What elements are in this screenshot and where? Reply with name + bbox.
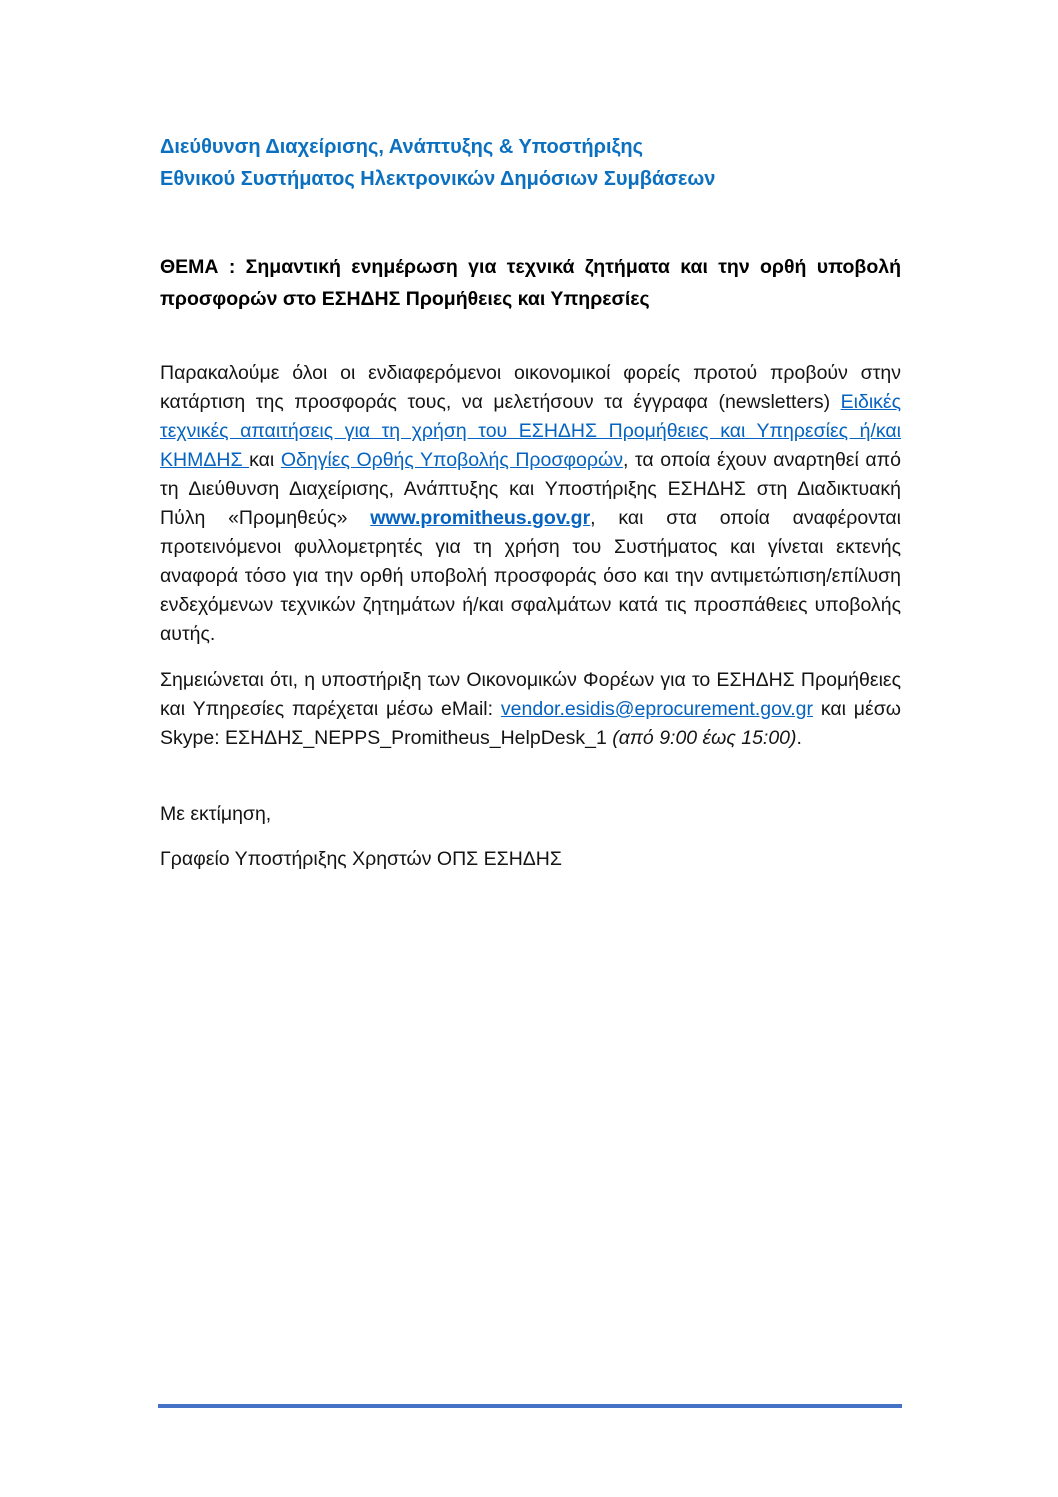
link-correct-submission-guidelines[interactable]: Οδηγίες Ορθής Υποβολής Προσφορών — [280, 449, 623, 471]
body-paragraph-1 — [160, 359, 901, 649]
footer-divider — [158, 1404, 902, 1408]
department-header — [160, 131, 901, 195]
subject-line: ΘΕΜΑ : Σημαντική ενημέρωση για τεχνικά ζητήματα και την ορθή υποβολή προσφορών στο ΕΣΗΔΗΣ Προμήθειες και Υπηρεσίες — [160, 256, 901, 310]
document-content — [160, 131, 901, 874]
link-promitheus-website[interactable]: www.promitheus.gov.gr — [370, 507, 591, 529]
paragraph1-text-2: και — [249, 449, 281, 471]
body-paragraph-2 — [160, 666, 901, 753]
paragraph2-text-2: και μέσω Skype: ΕΣΗΔΗΣ_NEPPS_Promitheus_HelpDesk_1 — [160, 698, 901, 749]
department-header-line1: Διεύθυνση Διαχείρισης, Ανάπτυξης & Υποστήριξης — [160, 136, 644, 158]
link-vendor-email[interactable]: vendor.esidis@eprocurement.gov.gr — [500, 698, 814, 720]
paragraph2-hours: (από 9:00 έως 15:00) — [612, 727, 797, 749]
paragraph1-text-3: , τα οποία έχουν αναρτηθεί από τη Διεύθυνση Διαχείρισης, Ανάπτυξης και Υποστήριξης ΕΣΗΔΗΣ στη Διαδικτυακή Πύλη «Προμηθεύς» — [160, 449, 901, 529]
closing-salutation: Με εκτίμηση, — [160, 803, 272, 825]
paragraph1-text-1: Παρακαλούμε όλοι οι ενδιαφερόμενοι οικονομικοί φορείς προτού προβούν στην κατάρτιση της προσφοράς τους, να μελετήσουν τα έγγραφα (newsletters) — [160, 362, 901, 413]
paragraph2-text-1: Σημειώνεται ότι, η υποστήριξη των Οικονομικών Φορέων για το ΕΣΗΔΗΣ Προμήθειες και Υπηρεσίες παρέχεται μέσω eMail: — [160, 669, 901, 720]
paragraph1-text-4: , και στα οποία αναφέρονται προτεινόμενοι φυλλομετρητές για τη χρήση του Συστήματος και γίνεται εκτενής αναφορά τόσο για την ορθή υποβολή προσφοράς όσο και την αντιμετώπιση/επίλυση ενδεχόμενων τεχνικών ζητημάτων ή/και σφαλμάτων κατά τις προσπάθειες υποβολής αυτής. — [160, 507, 901, 645]
department-header-line2: Εθνικού Συστήματος Ηλεκτρονικών Δημόσιων Συμβάσεων — [160, 168, 716, 190]
paragraph2-text-3: . — [796, 727, 802, 749]
closing-signature: Γραφείο Υποστήριξης Χρηστών ΟΠΣ ΕΣΗΔΗΣ — [160, 848, 562, 870]
link-technical-requirements[interactable]: Ειδικές τεχνικές απαιτήσεις για τη χρήση του ΕΣΗΔΗΣ Προμήθειες και Υπηρεσίες ή/και ΚΗΜΔΗΣ — [160, 391, 901, 471]
